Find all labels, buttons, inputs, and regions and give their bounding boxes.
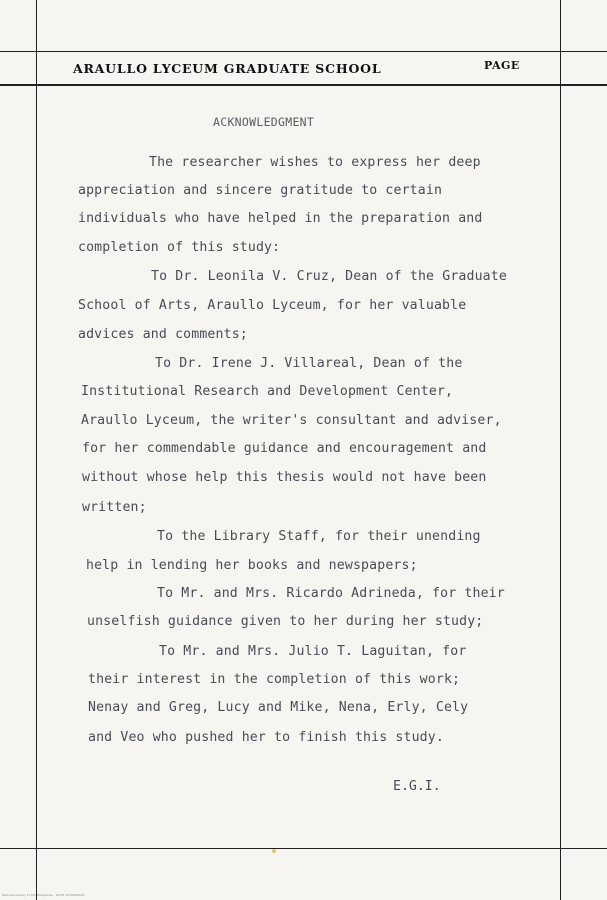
text-line: written; [82,500,147,515]
text-line: Nenay and Greg, Lucy and Mike, Nena, Erly, Cely [88,700,469,715]
header-rule-top [0,51,607,52]
text-line: for her commendable guidance and encouragement and [82,441,487,456]
margin-line-right [560,0,561,900]
page-label: PAGE [484,59,520,72]
text-line: without whose help this thesis would not have been [82,470,487,485]
acknowledgment-title: ACKNOWLEDGMENT [213,115,315,129]
text-line: To Mr. and Mrs. Julio T. Laguitan, for [159,644,467,659]
text-line: help in lending her books and newspapers; [86,558,418,573]
text-line: School of Arts, Araullo Lyceum, for her valuable [78,298,467,313]
text-line: To Dr. Leonila V. Cruz, Dean of the Graduate [151,269,507,284]
text-line: Institutional Research and Development Center, [81,384,454,399]
footer-library-credit: National Library of the Philippines [2,893,53,897]
paper-stain [272,849,276,853]
header-rule-bottom [0,84,607,86]
text-line: completion of this study: [78,240,281,255]
text-line: their interest in the completion of this work; [88,672,461,687]
text-line: To the Library Staff, for their unending [157,529,481,544]
text-line: The researcher wishes to express her deep [149,155,481,170]
text-line: Araullo Lyceum, the writer's consultant and adviser, [81,413,502,428]
text-line: appreciation and sincere gratitude to certain [78,183,443,198]
signature-initials: E.G.I. [393,779,441,794]
school-name: ARAULLO LYCEUM GRADUATE SCHOOL [73,61,382,76]
text-line: and Veo who pushed her to finish this study. [88,730,444,745]
footer-code: GSTH 1234000010 [56,893,85,897]
footer-rule [0,848,607,849]
text-line: To Dr. Irene J. Villareal, Dean of the [155,356,463,371]
text-line: To Mr. and Mrs. Ricardo Adrineda, for their [157,586,505,601]
text-line: unselfish guidance given to her during her study; [87,614,484,629]
text-line: individuals who have helped in the preparation and [78,211,483,226]
text-line: advices and comments; [78,327,248,342]
margin-line-left [36,0,37,900]
